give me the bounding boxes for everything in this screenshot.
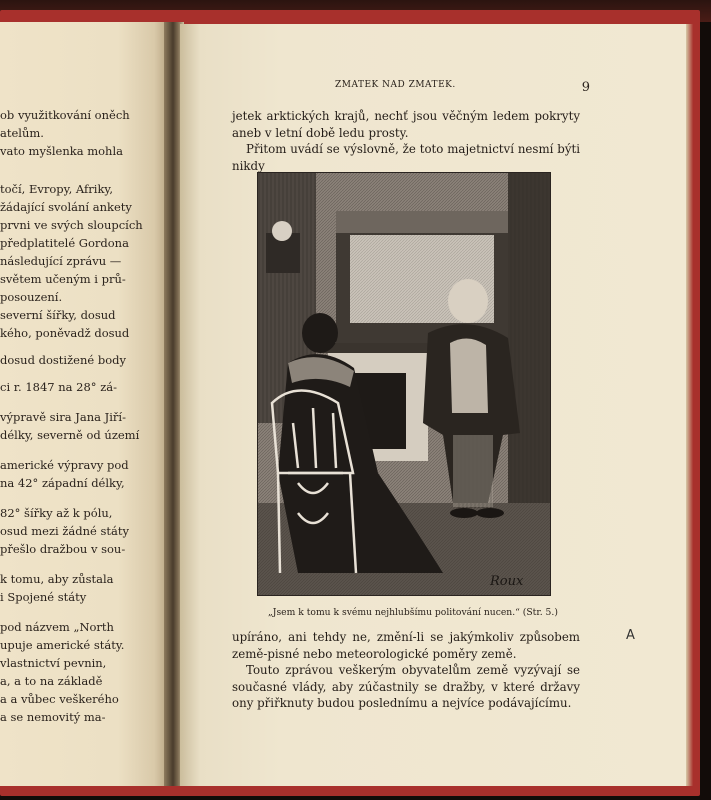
paragraph: Přitom uvádí se výslovně, že toto majetnictví nesmí býti nikdy <box>232 142 580 173</box>
left-line: točí, Evropy, Afriky, <box>0 182 114 196</box>
illustration-caption: „Jsem k tomu k svému nejhlubšímu politování nucen.“ (Str. 5.) <box>268 607 558 618</box>
paragraph: jetek arktických krajů, nechť jsou věčným ledem pokryty aneb v letní době ledu prosty. <box>232 109 580 140</box>
left-line: následující zprávu — <box>0 254 122 268</box>
left-line: pod názvem „North <box>0 620 114 634</box>
left-line: atelům. <box>0 126 44 140</box>
paragraph-top <box>232 108 580 174</box>
left-line: k tomu, aby zůstala <box>0 572 114 586</box>
left-line: vato myšlenka mohla <box>0 144 123 158</box>
running-header: ZMATEK NAD ZMATEK. <box>335 80 456 90</box>
left-line: 82° šířky až k pólu, <box>0 506 113 520</box>
left-line: a se nemovitý ma- <box>0 710 106 724</box>
pencil-margin-note: A <box>626 628 635 643</box>
left-line: osud mezi žádné státy <box>0 524 129 538</box>
left-line: ci r. 1847 na 28° zá- <box>0 380 117 394</box>
left-line: severní šířky, dosud <box>0 308 116 322</box>
left-line: světem učeným i prů- <box>0 272 126 286</box>
left-line: výpravě sira Jana Jiří- <box>0 410 126 424</box>
left-line: vlastnictví pevnin, <box>0 656 107 670</box>
left-line: upuje americké státy. <box>0 638 125 652</box>
right-page <box>180 24 686 786</box>
left-line: kého, poněvadž dosud <box>0 326 130 340</box>
left-line: dosud dostižené body <box>0 353 126 367</box>
left-line: ob využitkování oněch <box>0 108 130 122</box>
left-line: délky, severně od území <box>0 428 140 442</box>
left-line: a a vůbec veškerého <box>0 692 119 706</box>
page-number: 9 <box>581 80 590 95</box>
page-edge <box>686 24 698 786</box>
left-line: prvni ve svých sloupcích <box>0 218 143 232</box>
paragraph-bottom <box>232 629 580 712</box>
left-line: předplatitelé Gordona <box>0 236 129 250</box>
paragraph: upíráno, ani tehdy ne, změní-li se jakýmkoliv způsobem země-pisné nebo meteorologické poměry země. <box>232 630 580 661</box>
engraving-drawing <box>258 173 550 595</box>
left-page <box>0 22 168 786</box>
artist-signature: Roux <box>490 574 524 589</box>
left-line: žádající svolání ankety <box>0 200 132 214</box>
left-line: přešlo dražbou v sou- <box>0 542 126 556</box>
left-line: i Spojené státy <box>0 590 87 604</box>
left-line: a, a to na základě <box>0 674 103 688</box>
engraving-illustration <box>257 172 551 596</box>
left-line: americké výpravy pod <box>0 458 129 472</box>
left-line: posouzení. <box>0 290 63 304</box>
left-line: na 42° západní délky, <box>0 476 125 490</box>
paragraph: Touto zprávou veškerým obyvatelům země vyzývají se současné vlády, aby zúčastnily se dražby, v které državy ony přiřknuty budou poslednímu a nejvíce podávajícímu. <box>232 663 580 710</box>
